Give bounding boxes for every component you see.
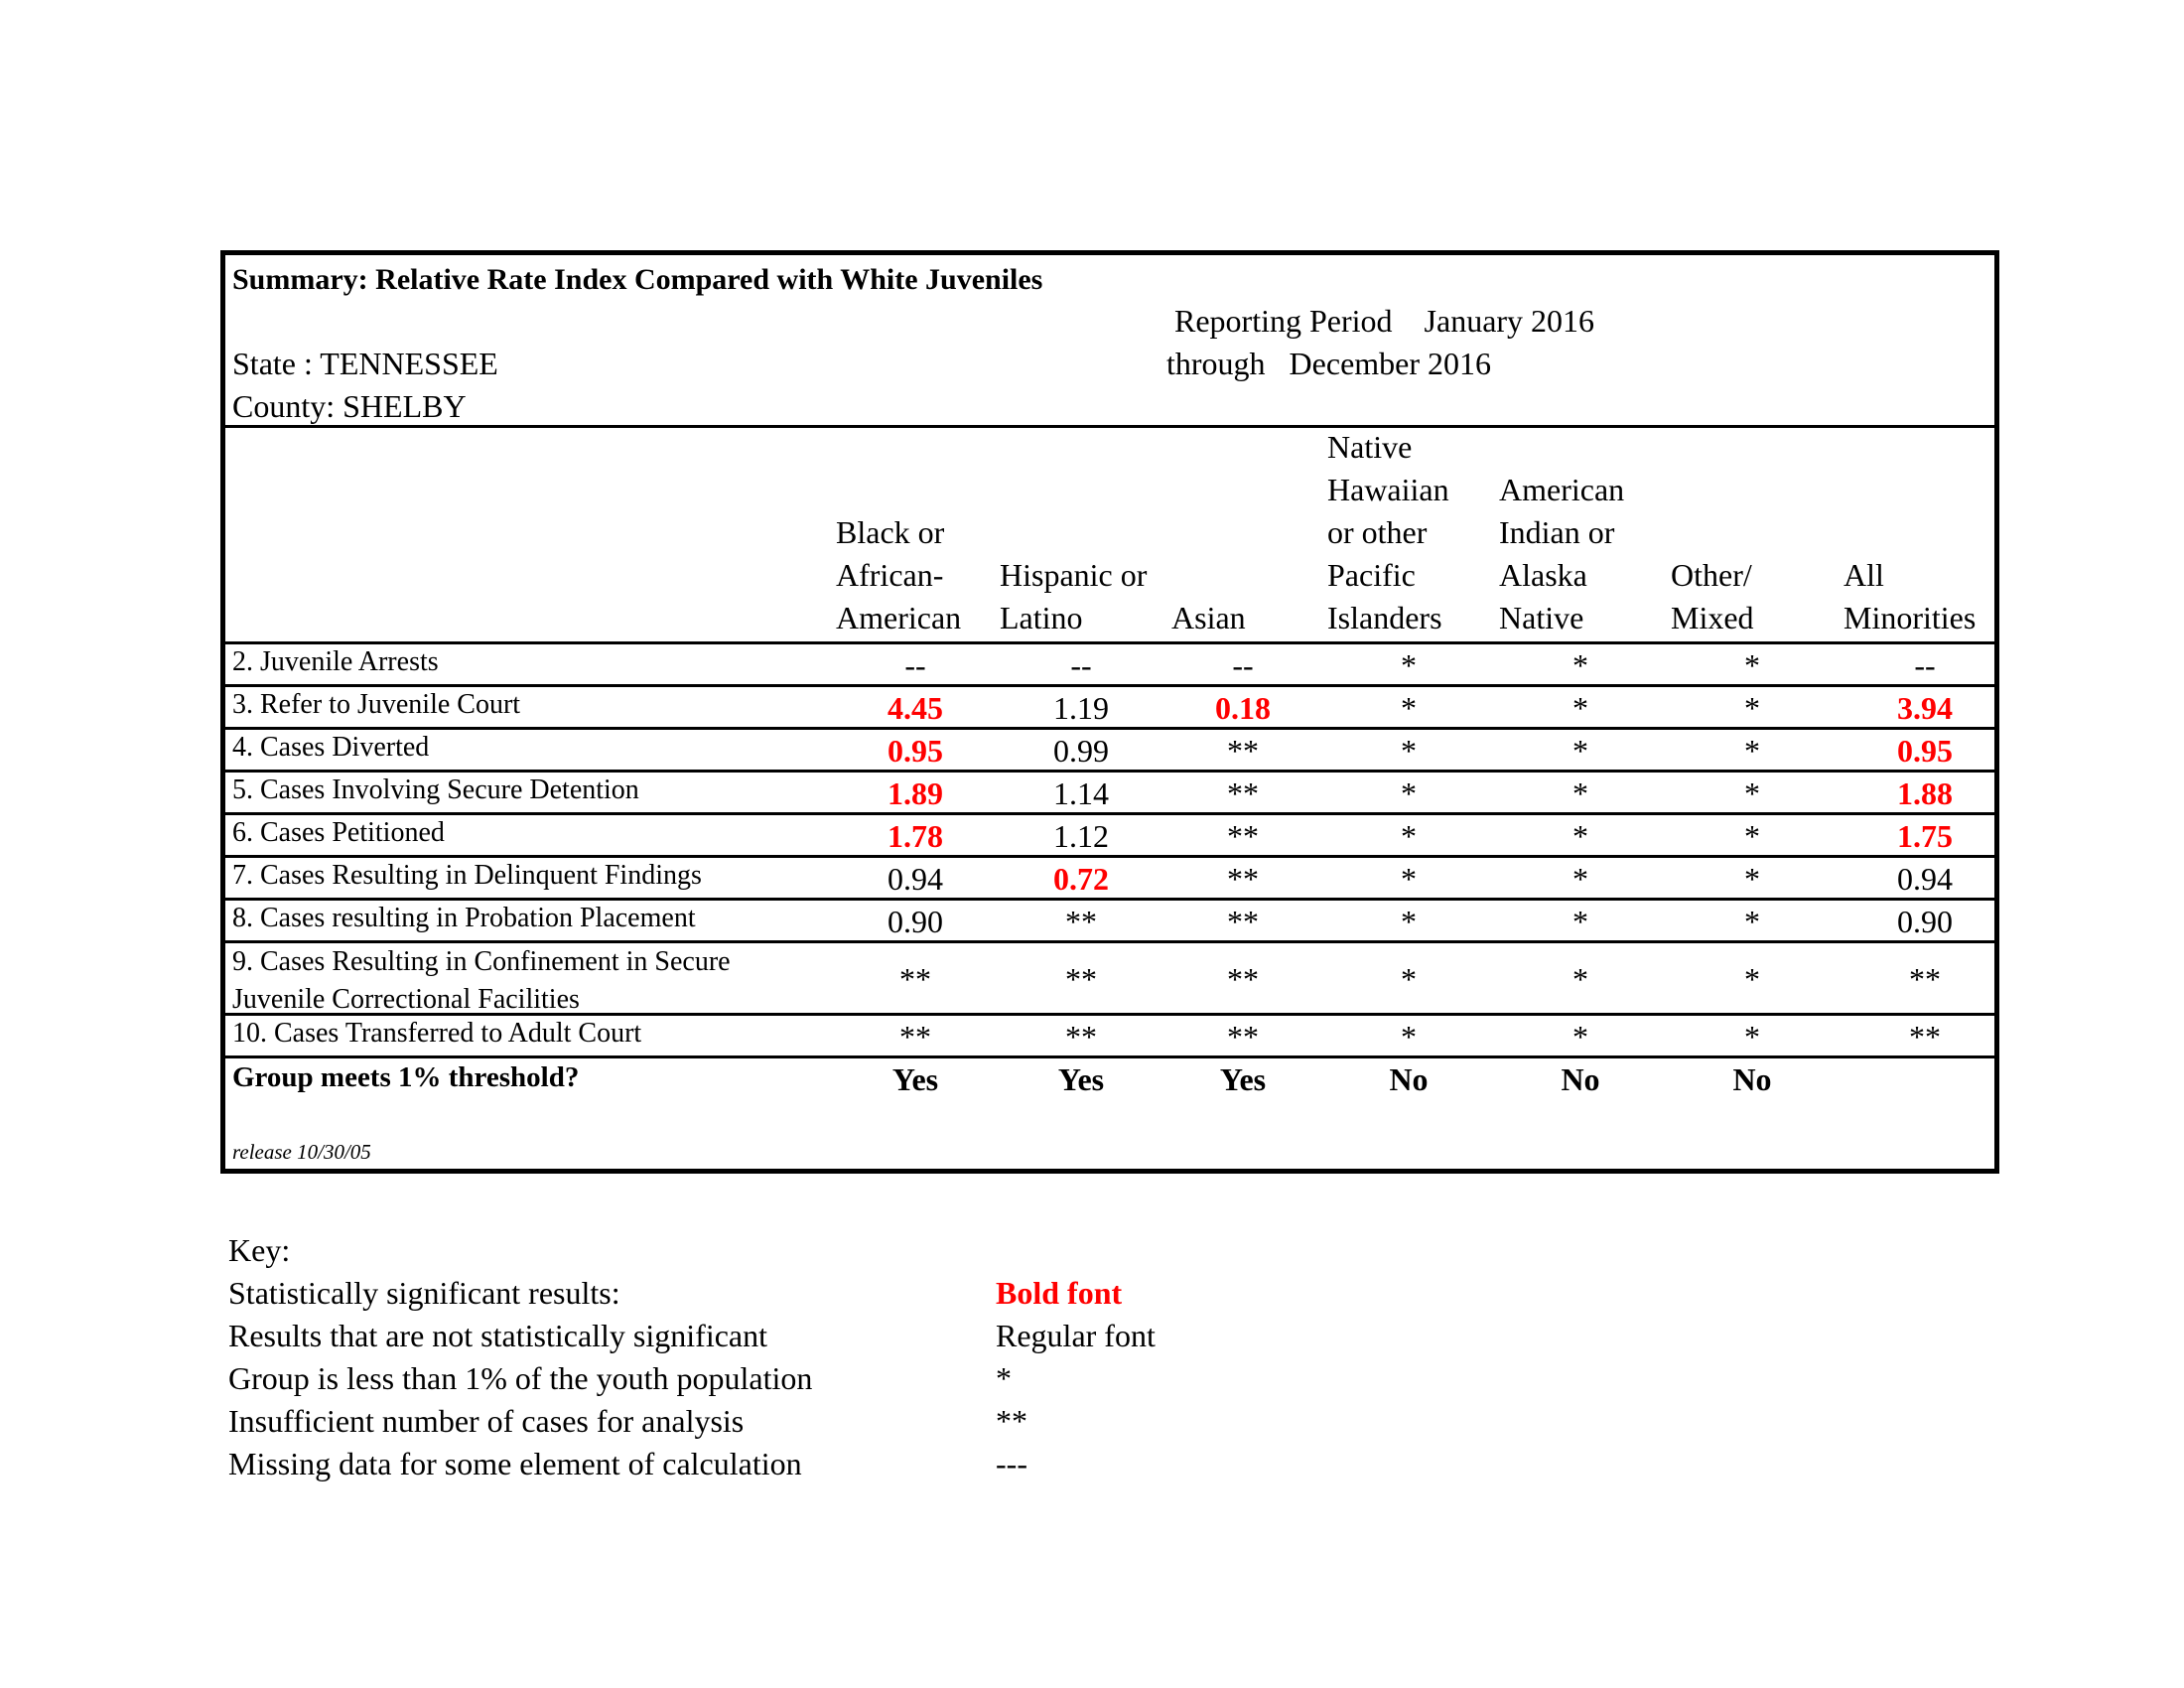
table-cell: * xyxy=(1572,960,1588,997)
column-header: Native Hawaiian or other Pacific Islanders xyxy=(1327,429,1449,635)
key-item-value: Regular font xyxy=(996,1318,1156,1353)
table-cell: * xyxy=(1744,774,1760,811)
threshold-value: No xyxy=(1732,1061,1772,1097)
table-cell: 0.95 xyxy=(1897,732,1953,769)
row-label: 4. Cases Diverted xyxy=(232,732,430,763)
table-cell: 1.19 xyxy=(1053,689,1109,726)
row-label: 5. Cases Involving Secure Detention xyxy=(232,774,639,805)
row-label: 3. Refer to Juvenile Court xyxy=(232,689,521,720)
table-cell: ** xyxy=(1227,774,1259,811)
row-label: 2. Juvenile Arrests xyxy=(232,646,439,677)
table-cell: * xyxy=(1744,1018,1760,1055)
table-cell: ** xyxy=(1227,903,1259,939)
table-cell: * xyxy=(1572,817,1588,854)
table-cell: 1.88 xyxy=(1897,774,1953,811)
threshold-value: Yes xyxy=(891,1061,939,1097)
table-cell: ** xyxy=(1065,1018,1097,1055)
key-item-label: Missing data for some element of calculation xyxy=(228,1446,802,1481)
row-label: 6. Cases Petitioned xyxy=(232,817,445,848)
table-cell: * xyxy=(1744,646,1760,683)
key-item-value: ** xyxy=(996,1403,1027,1439)
table-cell: 1.12 xyxy=(1053,817,1109,854)
table-cell: 0.90 xyxy=(1897,903,1953,939)
table-cell: * xyxy=(1744,817,1760,854)
table-cell: -- xyxy=(1914,646,1936,683)
row-label: 9. Cases Resulting in Confinement in Secure Juvenile Correctional Facilities xyxy=(232,946,731,1015)
reporting-period-start: Reporting Period January 2016 xyxy=(1174,303,1595,339)
table-cell: ** xyxy=(1909,1018,1941,1055)
threshold-value: No xyxy=(1389,1061,1429,1097)
table-cell: 0.99 xyxy=(1053,732,1109,769)
row-label: 8. Cases resulting in Probation Placement xyxy=(232,903,696,933)
table-cell: ** xyxy=(1227,817,1259,854)
table-cell: * xyxy=(1572,1018,1588,1055)
table-cell: * xyxy=(1572,903,1588,939)
row-divider xyxy=(225,641,1994,644)
table-cell: 4.45 xyxy=(887,689,943,726)
table-cell: 1.14 xyxy=(1053,774,1109,811)
column-header: Black or African- American xyxy=(836,514,962,635)
table-cell: * xyxy=(1744,689,1760,726)
state-label: State : TENNESSEE xyxy=(232,346,498,381)
threshold-label: Group meets 1% threshold? xyxy=(232,1061,580,1093)
table-cell: 0.94 xyxy=(887,860,943,897)
table-cell: * xyxy=(1744,732,1760,769)
key-item-label: Results that are not statistically significant xyxy=(228,1318,767,1353)
table-cell: * xyxy=(1401,774,1417,811)
table-cell: * xyxy=(1744,903,1760,939)
county-label: County: SHELBY xyxy=(232,388,467,424)
row-divider xyxy=(225,812,1994,815)
table-cell: ** xyxy=(899,960,931,997)
table-cell: * xyxy=(1744,860,1760,897)
table-cell: ** xyxy=(1227,860,1259,897)
table-cell: * xyxy=(1401,1018,1417,1055)
table-cell: * xyxy=(1572,732,1588,769)
row-divider xyxy=(225,727,1994,730)
threshold-value: Yes xyxy=(1057,1061,1105,1097)
table-cell: * xyxy=(1744,960,1760,997)
table-cell: 0.90 xyxy=(887,903,943,939)
table-cell: ** xyxy=(1909,960,1941,997)
table-cell: 0.95 xyxy=(887,732,943,769)
table-cell: 3.94 xyxy=(1897,689,1953,726)
row-label: 10. Cases Transferred to Adult Court xyxy=(232,1018,642,1049)
column-header: Asian xyxy=(1171,600,1246,635)
table-cell: 1.89 xyxy=(887,774,943,811)
threshold-value: Yes xyxy=(1219,1061,1267,1097)
key-item-label: Insufficient number of cases for analysis xyxy=(228,1403,745,1439)
column-header: Hispanic or Latino xyxy=(1000,557,1148,635)
table-cell: -- xyxy=(1070,646,1092,683)
table-cell: 1.75 xyxy=(1897,817,1953,854)
reporting-period-end: through December 2016 xyxy=(1166,346,1492,381)
table-cell: 0.94 xyxy=(1897,860,1953,897)
table-cell: * xyxy=(1401,817,1417,854)
key-item-value: * xyxy=(996,1360,1012,1396)
table-cell: * xyxy=(1572,646,1588,683)
key-item-label: Group is less than 1% of the youth population xyxy=(228,1360,813,1396)
table-cell: ** xyxy=(1227,732,1259,769)
table-cell: * xyxy=(1401,903,1417,939)
table-cell: 0.72 xyxy=(1053,860,1109,897)
table-cell: * xyxy=(1572,689,1588,726)
key-item-value: Bold font xyxy=(996,1275,1123,1311)
table-cell: ** xyxy=(1227,960,1259,997)
table-cell: * xyxy=(1401,860,1417,897)
table-cell: * xyxy=(1401,732,1417,769)
table-cell: ** xyxy=(1227,1018,1259,1055)
table-cell: * xyxy=(1572,860,1588,897)
table-cell: 0.18 xyxy=(1215,689,1271,726)
table-cell: 1.78 xyxy=(887,817,943,854)
column-header: Other/ Mixed xyxy=(1671,557,1754,635)
table-title: Summary: Relative Rate Index Compared with White Juveniles xyxy=(232,263,1043,296)
column-header: All Minorities xyxy=(1843,557,1977,635)
table-cell: ** xyxy=(899,1018,931,1055)
key-title: Key: xyxy=(228,1232,291,1268)
row-label: 7. Cases Resulting in Delinquent Findings xyxy=(232,860,702,891)
table-cell: * xyxy=(1572,774,1588,811)
table-cell: * xyxy=(1401,646,1417,683)
key-item-label: Statistically significant results: xyxy=(228,1275,620,1311)
row-divider xyxy=(225,1055,1994,1058)
table-cell: ** xyxy=(1065,903,1097,939)
table-cell: * xyxy=(1401,960,1417,997)
table-cell: -- xyxy=(904,646,926,683)
table-cell: -- xyxy=(1232,646,1254,683)
table-cell: ** xyxy=(1065,960,1097,997)
table-cell: * xyxy=(1401,689,1417,726)
release-note: release 10/30/05 xyxy=(232,1140,371,1164)
rri-summary-table xyxy=(220,250,1999,1174)
key-item-value: --- xyxy=(996,1446,1027,1481)
column-header: American Indian or Alaska Native xyxy=(1499,472,1625,635)
threshold-value: No xyxy=(1561,1061,1600,1097)
